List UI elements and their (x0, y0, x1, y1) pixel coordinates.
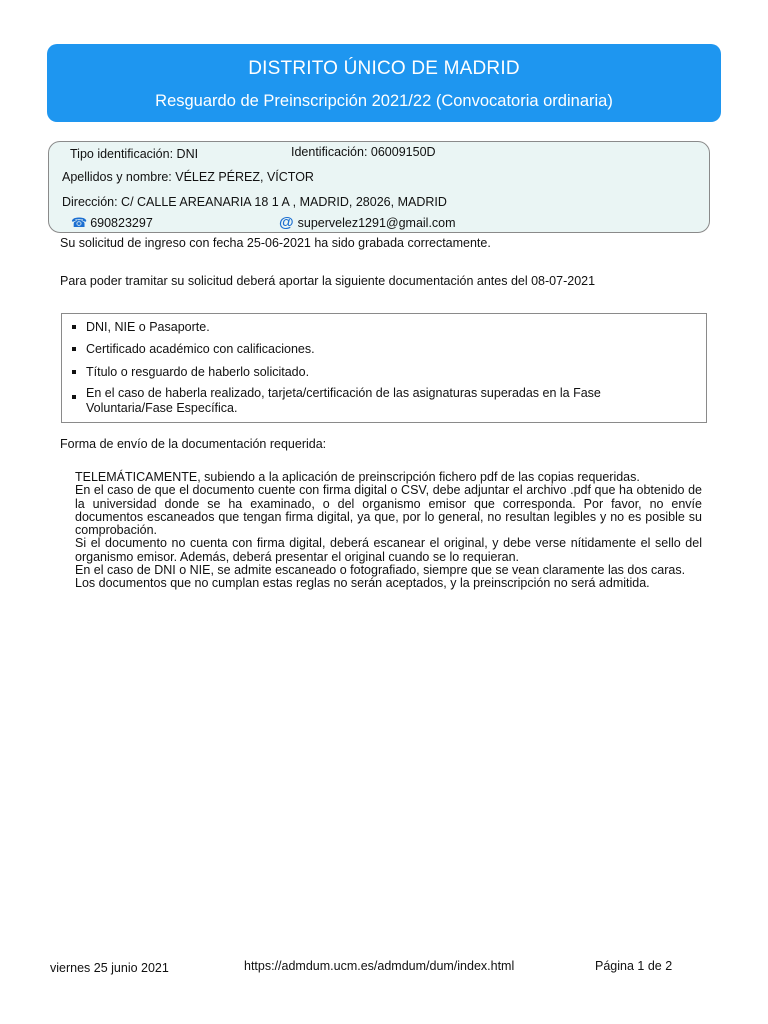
applicant-info-box (48, 141, 710, 233)
instruction-paragraph: TELEMÁTICAMENTE, subiendo a la aplicación de preinscripción fichero pdf de las copias requeridas. (75, 470, 640, 484)
instruction-paragraph: En el caso de DNI o NIE, se admite escaneado o fotografiado, siempre que se vean claramente las dos caras. (75, 563, 686, 578)
id-number: Identificación: 06009150D (291, 145, 436, 159)
email-icon: @ (279, 214, 294, 231)
submission-confirmation: Su solicitud de ingreso con fecha 25-06-2021 ha sido grabada correctamente. (60, 236, 491, 250)
email-row (279, 214, 456, 231)
phone-icon: ☎ (71, 215, 88, 230)
documentation-deadline: Para poder tramitar su solicitud deberá aportar la siguiente documentación antes del 08-07-2021 (60, 274, 596, 288)
submission-method-heading: Forma de envío de la documentación requerida: (60, 437, 327, 451)
email-address: supervelez1291@gmail.com (297, 216, 456, 230)
bullet-icon (72, 347, 76, 351)
document-title: DISTRITO ÚNICO DE MADRID (248, 58, 520, 79)
page-number: Página 1 de 2 (595, 959, 673, 973)
applicant-address: Dirección: C/ CALLE AREANARIA 18 1 A , MADRID, 28026, MADRID (62, 195, 447, 209)
footer-url[interactable]: https://admdum.ucm.es/admdum/dum/index.html (244, 959, 515, 973)
phone-number: 690823297 (90, 216, 153, 230)
document-subtitle: Resguardo de Preinscripción 2021/22 (Convocatoria ordinaria) (155, 92, 613, 110)
id-type: Tipo identificación: DNI (70, 147, 199, 161)
phone-row (71, 215, 153, 231)
submission-instructions (75, 471, 702, 591)
applicant-name: Apellidos y nombre: VÉLEZ PÉREZ, VÍCTOR (62, 170, 314, 184)
footer-date: viernes 25 junio 2021 (50, 961, 169, 975)
bullet-icon (72, 370, 76, 374)
required-documents-list: DNI, NIE o Pasaporte. Certificado académico con calificaciones. Título o resguardo de haberlo solicitado. En el caso de haberla realizado, tarjeta/certificación de las asignaturas superadas en la Fase Voluntaria/Fase Específica. (61, 313, 707, 423)
bullet-icon (72, 395, 76, 399)
header-banner (47, 44, 721, 122)
instruction-paragraph: Los documentos que no cumplan estas reglas no serán aceptados, y la preinscripción no será admitida. (75, 576, 650, 591)
instruction-paragraph: Si el documento no cuenta con firma digital, deberá escanear el original, y debe verse nítidamente el sello del organismo emisor. Además, deberá presentar el original cuando se lo requieran. (75, 536, 702, 564)
instruction-paragraph: En el caso de que el documento cuente con firma digital o CSV, debe adjuntar el archivo .pdf que ha obtenido de la universidad donde se ha examinado, o del organismo emisor que corresponda. Por favor, no envíe documentos escaneados que tengan firma digital, ya que, por lo general, no resultan legibles y no es posible su comprobación. (75, 483, 702, 538)
bullet-icon (72, 325, 76, 329)
